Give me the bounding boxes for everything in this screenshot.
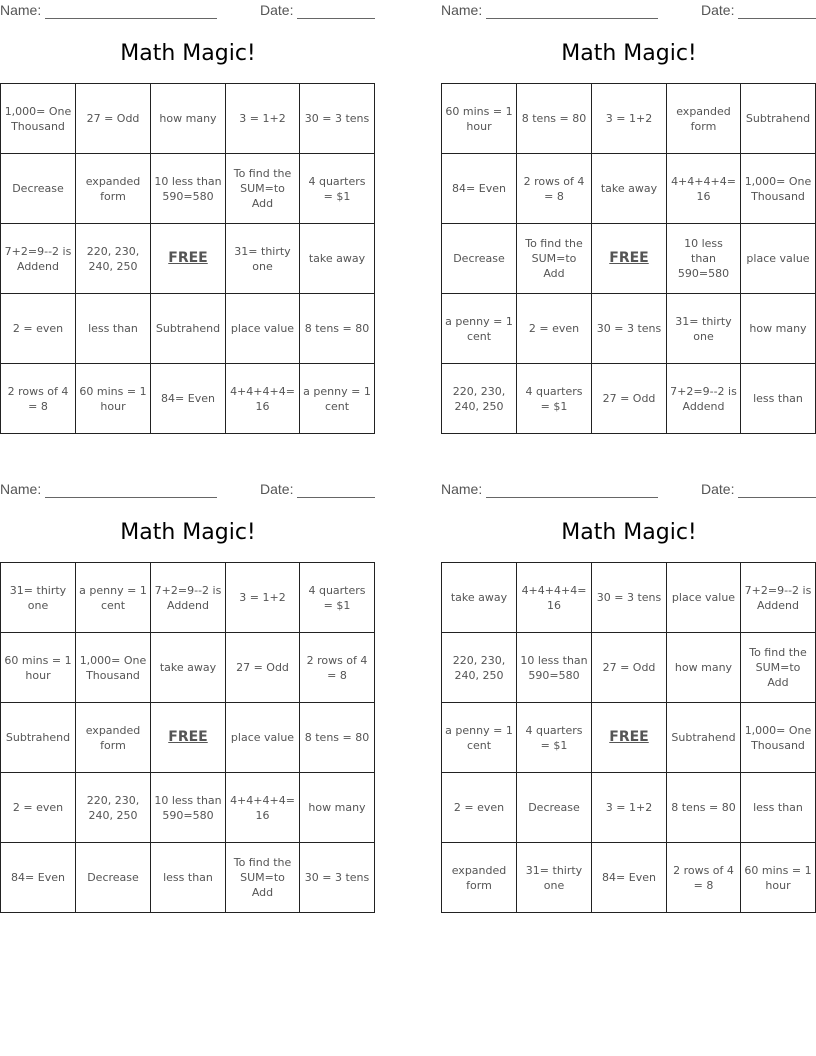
date-label: Date: bbox=[260, 481, 294, 497]
bingo-cell: take away bbox=[300, 224, 375, 294]
bingo-cell: 30 = 3 tens bbox=[300, 843, 375, 913]
name-label: Name: bbox=[0, 481, 42, 497]
bingo-cell: take away bbox=[592, 154, 667, 224]
bingo-cell: take away bbox=[442, 563, 517, 633]
bingo-cell: 3 = 1+2 bbox=[226, 563, 300, 633]
free-space-cell: FREE bbox=[592, 224, 667, 294]
bingo-cell: 1,000= One Thousand bbox=[741, 703, 816, 773]
bingo-cell: 4+4+4+4=16 bbox=[226, 773, 300, 843]
bingo-cell: 8 tens = 80 bbox=[300, 294, 375, 364]
bingo-cell: less than bbox=[151, 843, 226, 913]
bingo-cell: expanded form bbox=[667, 84, 741, 154]
bingo-grid bbox=[441, 562, 816, 913]
bingo-cell: 1,000= One Thousand bbox=[76, 633, 151, 703]
card-title: Math Magic! bbox=[120, 41, 256, 66]
bingo-cell: 30 = 3 tens bbox=[592, 563, 667, 633]
date-label: Date: bbox=[701, 481, 735, 497]
bingo-cell: Subtrahend bbox=[151, 294, 226, 364]
bingo-cell: 60 mins = 1 hour bbox=[1, 633, 76, 703]
bingo-cell: 2 = even bbox=[517, 294, 592, 364]
bingo-card bbox=[441, 479, 816, 919]
free-space-cell: FREE bbox=[151, 224, 226, 294]
bingo-card bbox=[0, 0, 376, 440]
bingo-cell: how many bbox=[151, 84, 226, 154]
bingo-cell: 4+4+4+4=16 bbox=[517, 563, 592, 633]
bingo-cell: 7+2=9--2 is Addend bbox=[741, 563, 816, 633]
date-blank bbox=[297, 497, 375, 498]
free-space-cell: FREE bbox=[151, 703, 226, 773]
bingo-cell: 7+2=9--2 is Addend bbox=[151, 563, 226, 633]
bingo-cell: 4 quarters = $1 bbox=[517, 703, 592, 773]
bingo-cell: how many bbox=[741, 294, 816, 364]
bingo-card bbox=[441, 0, 816, 440]
bingo-cell: Subtrahend bbox=[1, 703, 76, 773]
name-label: Name: bbox=[441, 2, 483, 18]
free-space-cell: FREE bbox=[592, 703, 667, 773]
bingo-cell: To find the SUM=to Add bbox=[741, 633, 816, 703]
bingo-cell: 31= thirty one bbox=[517, 843, 592, 913]
name-blank bbox=[45, 497, 217, 498]
bingo-cell: expanded form bbox=[442, 843, 517, 913]
bingo-cell: 4+4+4+4=16 bbox=[226, 364, 300, 434]
bingo-cell: 60 mins = 1 hour bbox=[741, 843, 816, 913]
bingo-cell: 4 quarters = $1 bbox=[517, 364, 592, 434]
bingo-cell: 60 mins = 1 hour bbox=[76, 364, 151, 434]
bingo-cell: 3 = 1+2 bbox=[592, 773, 667, 843]
date-blank bbox=[738, 18, 816, 19]
bingo-cell: 8 tens = 80 bbox=[300, 703, 375, 773]
bingo-cell: place value bbox=[226, 703, 300, 773]
bingo-cell: 60 mins = 1 hour bbox=[442, 84, 517, 154]
bingo-cell: Subtrahend bbox=[667, 703, 741, 773]
bingo-cell: Subtrahend bbox=[741, 84, 816, 154]
card-header bbox=[441, 481, 816, 499]
bingo-cell: 84= Even bbox=[1, 843, 76, 913]
bingo-cell: 27 = Odd bbox=[592, 633, 667, 703]
name-blank bbox=[486, 18, 658, 19]
bingo-cell: 27 = Odd bbox=[592, 364, 667, 434]
bingo-cell: a penny = 1 cent bbox=[442, 294, 517, 364]
bingo-cell: 30 = 3 tens bbox=[592, 294, 667, 364]
bingo-cell: 84= Even bbox=[151, 364, 226, 434]
card-header bbox=[0, 481, 376, 499]
date-label: Date: bbox=[701, 2, 735, 18]
bingo-cell: 10 less than 590=580 bbox=[517, 633, 592, 703]
bingo-cell: a penny = 1 cent bbox=[76, 563, 151, 633]
bingo-cell: 31= thirty one bbox=[667, 294, 741, 364]
name-blank bbox=[45, 18, 217, 19]
card-title: Math Magic! bbox=[120, 520, 256, 545]
bingo-cell: 1,000= One Thousand bbox=[741, 154, 816, 224]
bingo-cell: 2 rows of 4 = 8 bbox=[667, 843, 741, 913]
bingo-cell: 2 = even bbox=[1, 294, 76, 364]
bingo-cell: 1,000= One Thousand bbox=[1, 84, 76, 154]
bingo-cell: place value bbox=[226, 294, 300, 364]
bingo-cell: 4 quarters = $1 bbox=[300, 154, 375, 224]
bingo-cell: less than bbox=[76, 294, 151, 364]
bingo-card bbox=[0, 479, 376, 919]
bingo-cell: 27 = Odd bbox=[76, 84, 151, 154]
bingo-cell: place value bbox=[667, 563, 741, 633]
bingo-cell: 220, 230, 240, 250 bbox=[442, 633, 517, 703]
bingo-cell: 8 tens = 80 bbox=[517, 84, 592, 154]
bingo-cell: 7+2=9--2 is Addend bbox=[1, 224, 76, 294]
bingo-cell: 2 rows of 4 = 8 bbox=[517, 154, 592, 224]
bingo-cell: 3 = 1+2 bbox=[592, 84, 667, 154]
bingo-cell: Decrease bbox=[442, 224, 517, 294]
card-header bbox=[441, 2, 816, 20]
name-blank bbox=[486, 497, 658, 498]
bingo-cell: 220, 230, 240, 250 bbox=[76, 773, 151, 843]
bingo-cell: 27 = Odd bbox=[226, 633, 300, 703]
card-title: Math Magic! bbox=[561, 41, 697, 66]
bingo-cell: 4+4+4+4=16 bbox=[667, 154, 741, 224]
bingo-cell: expanded form bbox=[76, 703, 151, 773]
bingo-cell: To find the SUM=to Add bbox=[517, 224, 592, 294]
bingo-cell: less than bbox=[741, 364, 816, 434]
bingo-cell: 84= Even bbox=[592, 843, 667, 913]
date-label: Date: bbox=[260, 2, 294, 18]
bingo-cell: 220, 230, 240, 250 bbox=[442, 364, 517, 434]
bingo-cell: To find the SUM=to Add bbox=[226, 154, 300, 224]
bingo-cell: 30 = 3 tens bbox=[300, 84, 375, 154]
bingo-cell: 220, 230, 240, 250 bbox=[76, 224, 151, 294]
bingo-cell: 7+2=9--2 is Addend bbox=[667, 364, 741, 434]
date-blank bbox=[297, 18, 375, 19]
bingo-cell: a penny = 1 cent bbox=[300, 364, 375, 434]
bingo-grid bbox=[441, 83, 816, 434]
bingo-cell: 31= thirty one bbox=[1, 563, 76, 633]
bingo-cell: Decrease bbox=[517, 773, 592, 843]
bingo-cell: how many bbox=[300, 773, 375, 843]
bingo-cell: 10 less than 590=580 bbox=[151, 154, 226, 224]
bingo-grid bbox=[0, 562, 375, 913]
card-title: Math Magic! bbox=[561, 520, 697, 545]
name-label: Name: bbox=[441, 481, 483, 497]
bingo-cell: Decrease bbox=[1, 154, 76, 224]
bingo-cell: 2 = even bbox=[1, 773, 76, 843]
bingo-cell: 2 = even bbox=[442, 773, 517, 843]
bingo-cell: a penny = 1 cent bbox=[442, 703, 517, 773]
bingo-cell: 10 less than 590=580 bbox=[151, 773, 226, 843]
bingo-cell: 31= thirty one bbox=[226, 224, 300, 294]
bingo-cell: take away bbox=[151, 633, 226, 703]
bingo-cell: place value bbox=[741, 224, 816, 294]
bingo-cell: Decrease bbox=[76, 843, 151, 913]
bingo-cell: 10 less than 590=580 bbox=[667, 224, 741, 294]
bingo-cell: 84= Even bbox=[442, 154, 517, 224]
date-blank bbox=[738, 497, 816, 498]
bingo-cell: expanded form bbox=[76, 154, 151, 224]
bingo-cell: less than bbox=[741, 773, 816, 843]
name-label: Name: bbox=[0, 2, 42, 18]
bingo-cell: 8 tens = 80 bbox=[667, 773, 741, 843]
bingo-cell: 3 = 1+2 bbox=[226, 84, 300, 154]
bingo-cell: 2 rows of 4 = 8 bbox=[300, 633, 375, 703]
bingo-cell: how many bbox=[667, 633, 741, 703]
bingo-cell: 2 rows of 4 = 8 bbox=[1, 364, 76, 434]
bingo-cell: To find the SUM=to Add bbox=[226, 843, 300, 913]
bingo-grid bbox=[0, 83, 375, 434]
bingo-cell: 4 quarters = $1 bbox=[300, 563, 375, 633]
card-header bbox=[0, 2, 376, 20]
